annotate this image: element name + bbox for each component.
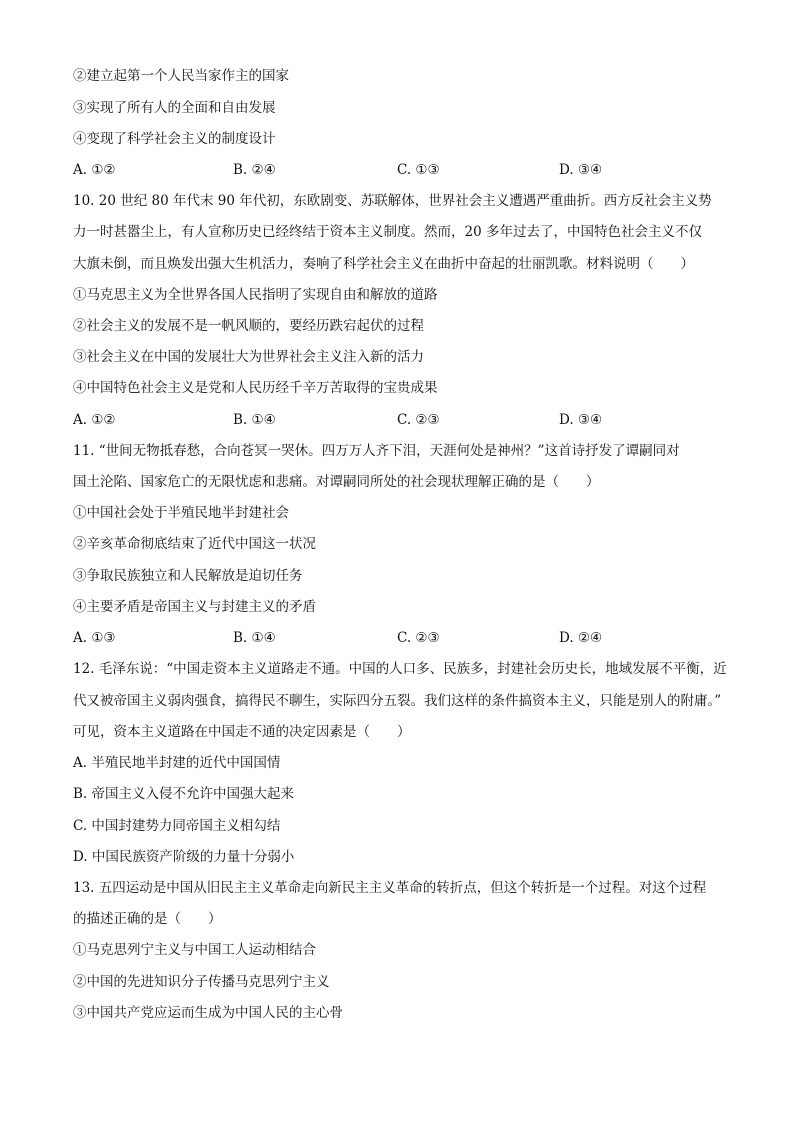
q10-statement-1: ①马克思主义为全世界各国人民指明了实现自由和解放的道路 [73,287,438,303]
q10-stem-line-1: 10. 20 世纪 80 年代末 90 年代初，东欧剧变、苏联解体，世界社会主义遭遇严重曲折。西方反社会主义势 [73,193,712,209]
q12-stem-line-2: 代又被帝国主义弱肉强食，搞得民不聊生，实际四分五裂。我们这样的条件搞资本主义，只能是别人的附庸。” [73,693,722,709]
q13-stem-line-2: 的描述正确的是（ ） [73,911,222,927]
q13-stem-line-1: 13. 五四运动是中国从旧民主主义革命走向新民主主义革命的转折点，但这个转折是一个过程。对这个过程 [73,880,707,896]
q11-statement-2: ②辛亥革命彻底结束了近代中国这一状况 [73,536,316,552]
q11-statement-4: ④主要矛盾是帝国主义与封建主义的矛盾 [73,599,316,615]
q11-stem-line-1: 11. “世间无物抵春愁，合向苍冥一哭休。四万万人齐下泪，天涯何处是神州？”这首诗抒发了谭嗣同对 [73,443,680,459]
q12-option-a: A. 半殖民地半封建的近代中国国情 [73,755,281,771]
q9-statement-3: ③实现了所有人的全面和自由发展 [73,100,276,116]
q11-option-a: A. ①③ [73,630,116,646]
q11-option-d: D. ②④ [559,630,603,646]
q9-option-c: C. ①③ [397,162,440,178]
q10-stem-line-3: 大旗未倒，而且焕发出强大生机活力，奏响了科学社会主义在曲折中奋起的壮丽凯歌。材料说明（ ） [73,256,694,272]
q11-option-b: B. ①④ [233,630,276,646]
q9-option-d: D. ③④ [559,162,603,178]
q12-option-d: D. 中国民族资产阶级的力量十分弱小 [73,849,295,865]
q12-option-c: C. 中国封建势力同帝国主义相勾结 [73,818,281,834]
q13-statement-2: ②中国的先进知识分子传播马克思列宁主义 [73,974,330,990]
q10-option-d: D. ③④ [559,412,603,428]
q9-statement-4: ④变现了科学社会主义的制度设计 [73,131,276,147]
q12-option-b: B. 帝国主义入侵不允许中国强大起来 [73,786,295,802]
q12-stem-line-3: 可见，资本主义道路在中国走不通的决定因素是（ ） [73,724,411,740]
q10-statement-3: ③社会主义在中国的发展壮大为世界社会主义注入新的活力 [73,349,424,365]
q11-stem-line-2: 国土沦陷、国家危亡的无限忧虑和悲痛。对谭嗣同所处的社会现状理解正确的是（ ） [73,474,600,490]
q12-stem-line-1: 12. 毛泽东说：“中国走资本主义道路走不通。中国的人口多、民族多，封建社会历史长，地域发展不平衡，近 [73,661,727,677]
q9-option-b: B. ②④ [233,162,276,178]
q9-option-a: A. ①② [73,162,116,178]
q11-statement-1: ①中国社会处于半殖民地半封建社会 [73,505,289,521]
q11-statement-3: ③争取民族独立和人民解放是迫切任务 [73,568,303,584]
q10-statement-4: ④中国特色社会主义是党和人民历经千辛万苦取得的宝贵成果 [73,380,438,396]
q13-statement-1: ①马克思列宁主义与中国工人运动相结合 [73,942,316,958]
q10-stem-line-2: 力一时甚嚣尘上，有人宣称历史已经终结于资本主义制度。然而，20 多年过去了，中国特色社会主义不仅 [73,224,702,240]
q13-statement-3: ③中国共产党应运而生成为中国人民的主心骨 [73,1005,343,1021]
q9-statement-2: ②建立起第一个人民当家作主的国家 [73,68,289,84]
q11-option-c: C. ②③ [397,630,440,646]
q10-statement-2: ②社会主义的发展不是一帆风顺的，要经历跌宕起伏的过程 [73,318,424,334]
q10-option-b: B. ①④ [233,412,276,428]
q10-option-c: C. ②③ [397,412,440,428]
q10-option-a: A. ①② [73,412,116,428]
